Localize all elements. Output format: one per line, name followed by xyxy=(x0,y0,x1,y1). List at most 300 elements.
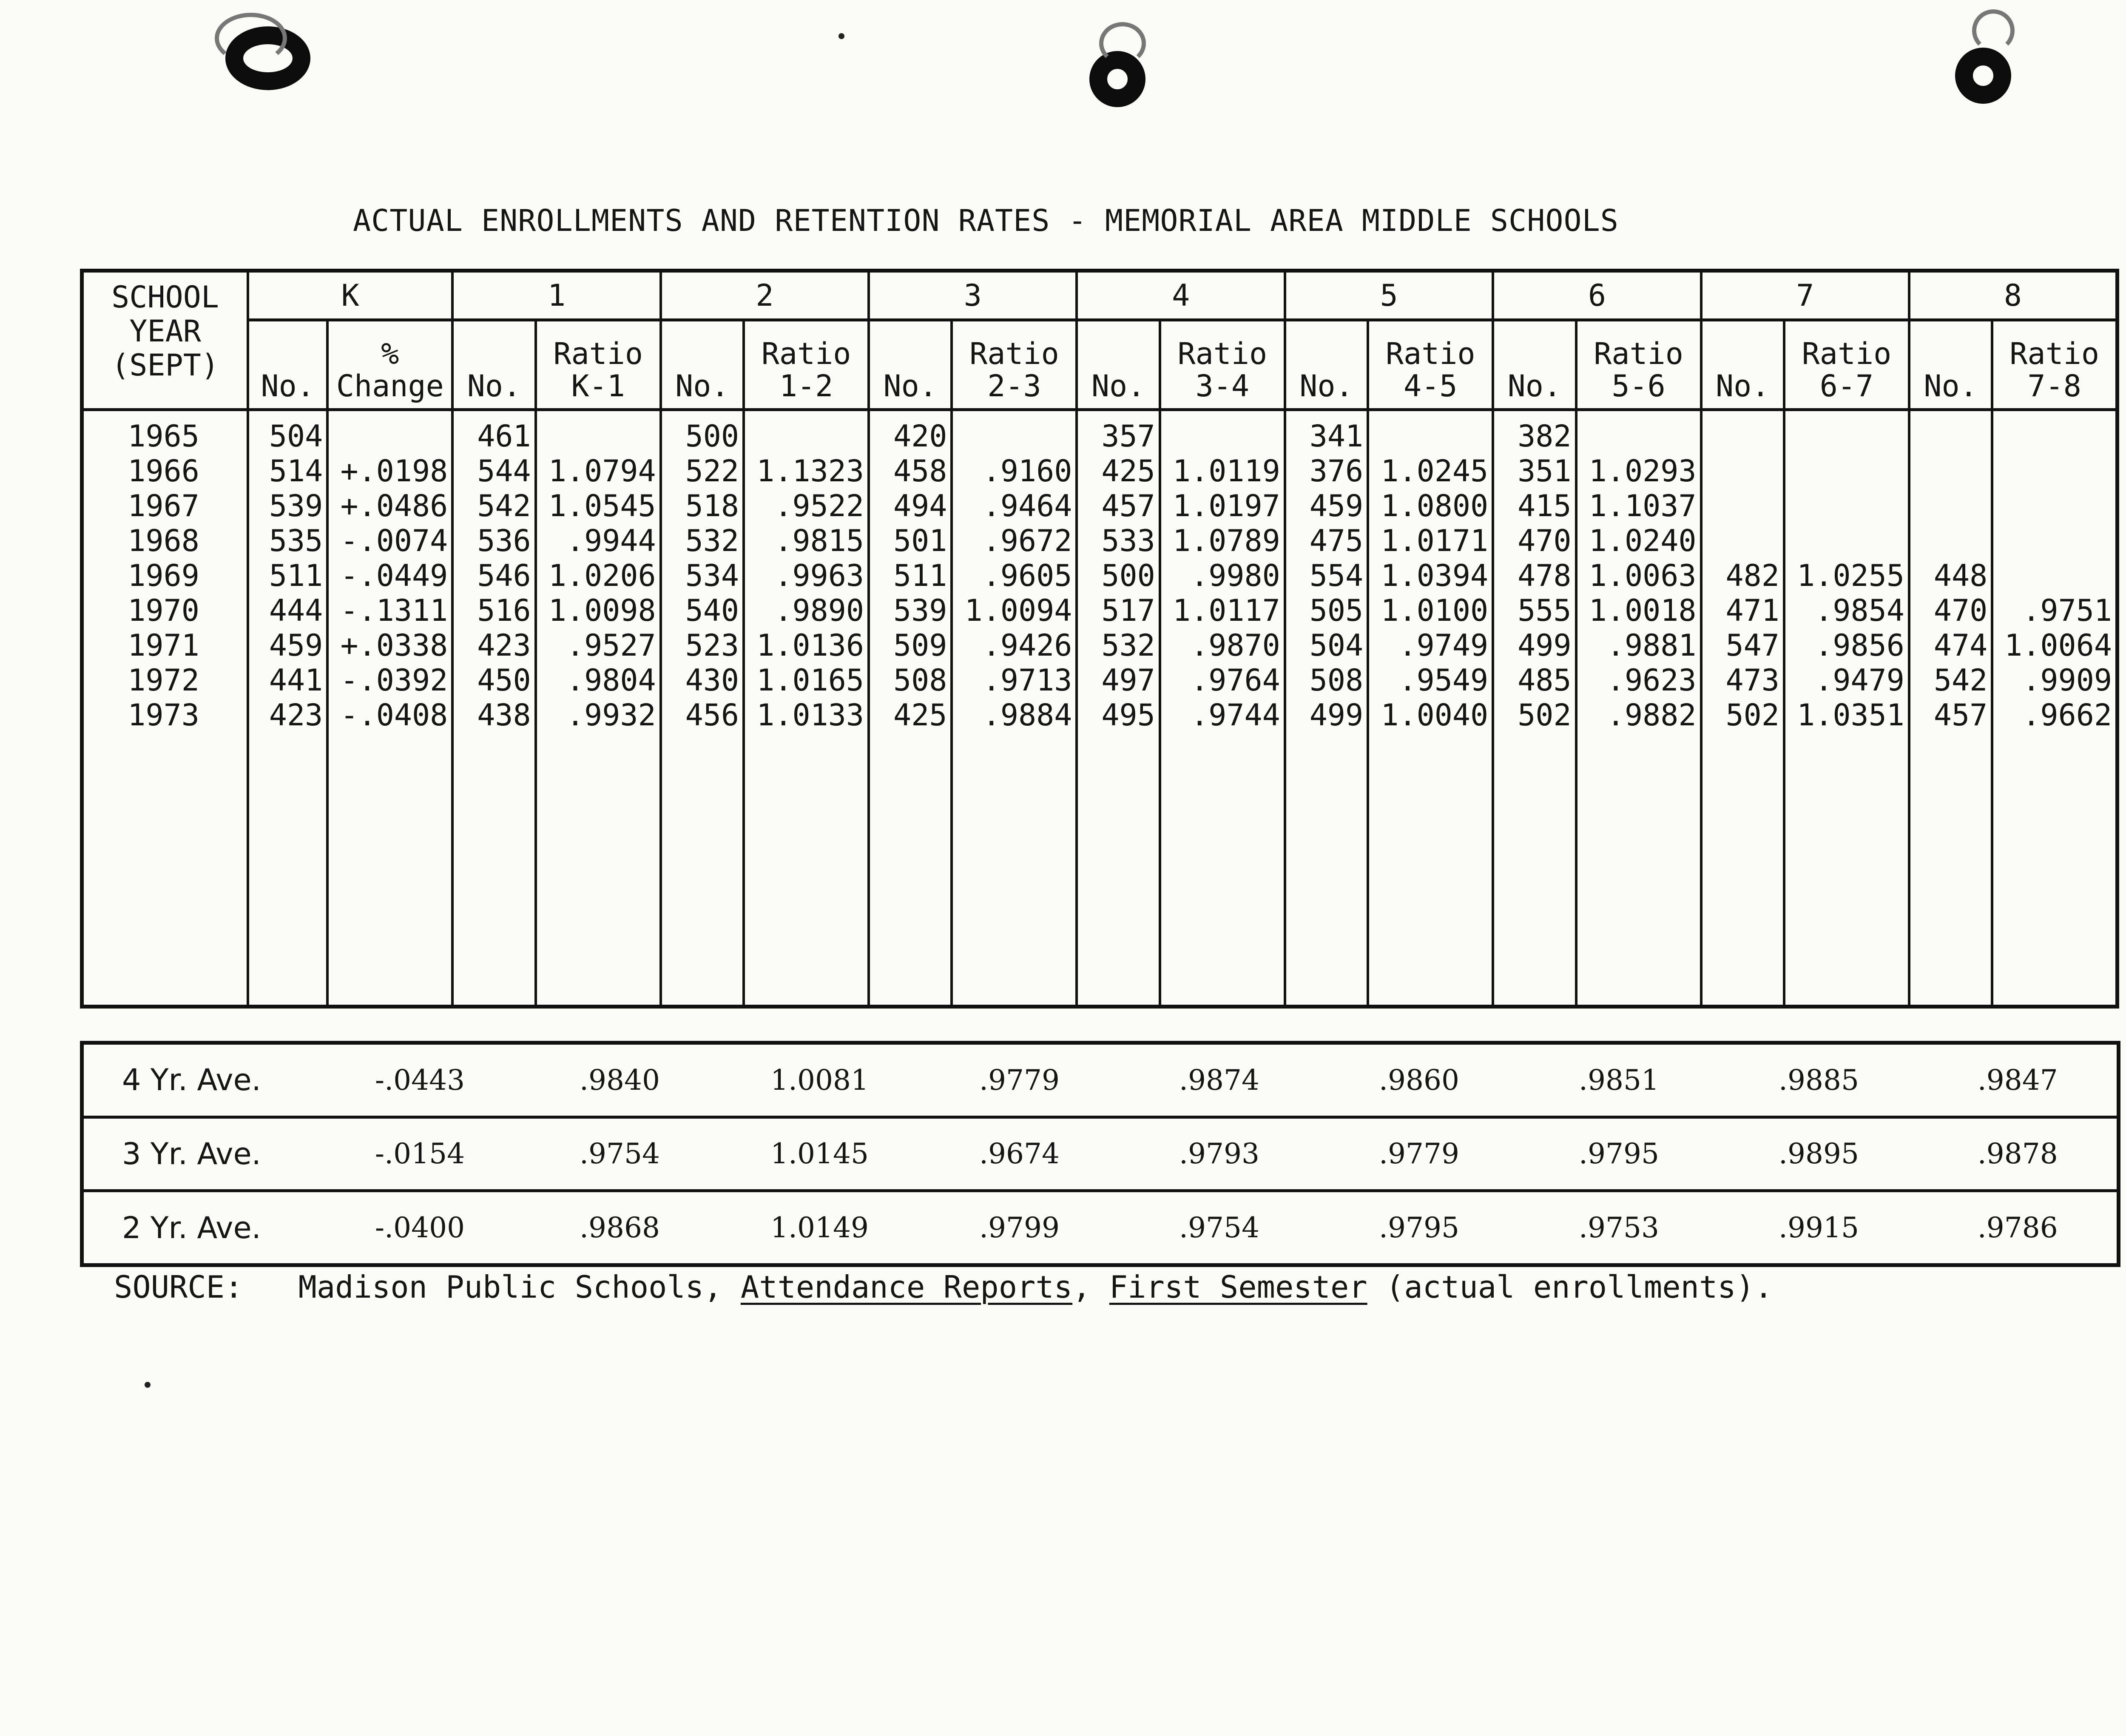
table-cell: .9764 xyxy=(1160,663,1285,698)
blank-cell xyxy=(452,733,535,1007)
table-cell: 441 xyxy=(248,663,327,698)
grade-header-5: 5 xyxy=(1285,271,1493,320)
no-header: No. xyxy=(869,320,952,410)
table-cell: 1.0171 xyxy=(1368,523,1493,558)
table-cell: 508 xyxy=(1285,663,1368,698)
table-cell: 1.1323 xyxy=(744,454,869,489)
table-cell: 1.0117 xyxy=(1160,593,1285,628)
table-cell xyxy=(1909,489,1992,523)
table-cell: .9870 xyxy=(1160,628,1285,663)
table-cell: .9963 xyxy=(744,558,869,593)
no-header: No. xyxy=(661,320,744,410)
grade-header-7: 7 xyxy=(1701,271,1909,320)
average-value: .9868 xyxy=(520,1191,720,1265)
table-cell: 459 xyxy=(248,628,327,663)
table-cell: 1.0018 xyxy=(1576,593,1701,628)
average-value: .9786 xyxy=(1919,1191,2119,1265)
table-cell: 470 xyxy=(1493,523,1576,558)
table-cell: 502 xyxy=(1701,698,1784,733)
table-cell: 1.0794 xyxy=(536,454,661,489)
table-cell: .9672 xyxy=(952,523,1077,558)
ratio-range: 1-2 xyxy=(779,369,833,403)
averages-table xyxy=(80,1041,2120,1267)
enrollment-table xyxy=(80,269,2119,1009)
table-cell: .9749 xyxy=(1368,628,1493,663)
table-cell: 505 xyxy=(1285,593,1368,628)
table-cell: 514 xyxy=(248,454,327,489)
table-cell: 423 xyxy=(452,628,535,663)
table-row xyxy=(82,698,2117,733)
average-value: .9795 xyxy=(1519,1117,1719,1191)
blank-cell xyxy=(952,733,1077,1007)
table-cell: 494 xyxy=(869,489,952,523)
table-cell: 544 xyxy=(452,454,535,489)
table-cell: .9713 xyxy=(952,663,1077,698)
table-cell: 500 xyxy=(661,410,744,454)
ratio-label: Ratio xyxy=(553,336,643,371)
table-cell: 458 xyxy=(869,454,952,489)
table-cell: 456 xyxy=(661,698,744,733)
binder-hole-right xyxy=(1955,48,2011,104)
table-cell xyxy=(1368,410,1493,454)
ratio-label: Ratio xyxy=(1177,336,1268,371)
table-cell: 1.0064 xyxy=(1992,628,2117,663)
average-value: .9895 xyxy=(1719,1117,1919,1191)
table-cell: 482 xyxy=(1701,558,1784,593)
table-cell: 554 xyxy=(1285,558,1368,593)
ratio-range: 4-5 xyxy=(1403,369,1458,403)
table-cell: 420 xyxy=(869,410,952,454)
blank-cell xyxy=(327,733,452,1007)
table-cell: 470 xyxy=(1909,593,1992,628)
source-sep: , xyxy=(1072,1269,1091,1305)
table-cell: 518 xyxy=(661,489,744,523)
average-value: -.0400 xyxy=(320,1191,520,1265)
school-year-line: YEAR xyxy=(129,314,201,349)
table-cell: 511 xyxy=(248,558,327,593)
table-cell: 376 xyxy=(1285,454,1368,489)
blank-cell xyxy=(1285,733,1368,1007)
blank-cell xyxy=(869,733,952,1007)
table-cell: 1.0098 xyxy=(536,593,661,628)
table-cell: .9890 xyxy=(744,593,869,628)
table-cell: 415 xyxy=(1493,489,1576,523)
table-cell: 511 xyxy=(869,558,952,593)
no-header: No. xyxy=(1909,320,1992,410)
table-row xyxy=(82,663,2117,698)
table-cell: 471 xyxy=(1701,593,1784,628)
table-cell xyxy=(1160,410,1285,454)
average-value: .9793 xyxy=(1120,1117,1319,1191)
table-row xyxy=(82,410,2117,454)
table-cell: .9527 xyxy=(536,628,661,663)
table-cell: 535 xyxy=(248,523,327,558)
blank-cell xyxy=(744,733,869,1007)
table-cell: 509 xyxy=(869,628,952,663)
average-value: 1.0149 xyxy=(720,1191,920,1265)
table-cell: 450 xyxy=(452,663,535,698)
table-cell: .9549 xyxy=(1368,663,1493,698)
table-row xyxy=(82,489,2117,523)
table-cell xyxy=(1992,558,2117,593)
table-cell: 547 xyxy=(1701,628,1784,663)
table-cell: .9426 xyxy=(952,628,1077,663)
blank-cell xyxy=(1909,733,1992,1007)
average-value: 1.0145 xyxy=(720,1117,920,1191)
table-cell: 499 xyxy=(1285,698,1368,733)
ratio-header xyxy=(744,320,869,410)
table-cell: 1.0094 xyxy=(952,593,1077,628)
table-cell: 542 xyxy=(1909,663,1992,698)
table-header xyxy=(82,271,2117,410)
table-cell xyxy=(1576,410,1701,454)
grade-header-3: 3 xyxy=(869,271,1077,320)
blank-cell xyxy=(1368,733,1493,1007)
blank-cell xyxy=(1992,733,2117,1007)
table-cell xyxy=(1784,489,1909,523)
table-cell: .9980 xyxy=(1160,558,1285,593)
table-cell: 1.0245 xyxy=(1368,454,1493,489)
table-cell: 517 xyxy=(1077,593,1160,628)
table-cell: 539 xyxy=(869,593,952,628)
average-row xyxy=(82,1043,2119,1117)
ratio-range: K-1 xyxy=(571,369,625,403)
table-cell: 1.0789 xyxy=(1160,523,1285,558)
table-cell: .9522 xyxy=(744,489,869,523)
header-sub-row xyxy=(82,320,2117,410)
table-cell xyxy=(1701,523,1784,558)
no-header: No. xyxy=(1285,320,1368,410)
no-header: No. xyxy=(1493,320,1576,410)
source-semester: First Semester xyxy=(1109,1269,1367,1305)
table-cell: 457 xyxy=(1909,698,1992,733)
average-value: .9754 xyxy=(1120,1191,1319,1265)
k-no-header: No. xyxy=(248,320,327,410)
average-row xyxy=(82,1117,2119,1191)
average-label: 4 Yr. Ave. xyxy=(82,1043,320,1117)
table-cell: 438 xyxy=(452,698,535,733)
table-cell: -.0074 xyxy=(327,523,452,558)
table-cell xyxy=(327,410,452,454)
table-cell: +.0198 xyxy=(327,454,452,489)
table-cell: 502 xyxy=(1493,698,1576,733)
grade-header-2: 2 xyxy=(661,271,869,320)
ratio-label: Ratio xyxy=(969,336,1059,371)
blank-cell xyxy=(248,733,327,1007)
table-cell: 555 xyxy=(1493,593,1576,628)
table-cell xyxy=(1909,410,1992,454)
table-cell: 425 xyxy=(869,698,952,733)
table-cell: 474 xyxy=(1909,628,1992,663)
table-cell: 1.0040 xyxy=(1368,698,1493,733)
ratio-header xyxy=(1160,320,1285,410)
table-cell: 532 xyxy=(661,523,744,558)
table-cell: 1.0351 xyxy=(1784,698,1909,733)
table-cell: 501 xyxy=(869,523,952,558)
source-org: Madison Public Schools, xyxy=(298,1269,722,1305)
table-cell: 1.0293 xyxy=(1576,454,1701,489)
grade-header-6: 6 xyxy=(1493,271,1701,320)
table-cell: 500 xyxy=(1077,558,1160,593)
table-cell xyxy=(1784,523,1909,558)
table-cell: +.0486 xyxy=(327,489,452,523)
row-year: 1967 xyxy=(82,489,248,523)
table-row xyxy=(82,558,2117,593)
table-cell: 475 xyxy=(1285,523,1368,558)
table-cell: .9605 xyxy=(952,558,1077,593)
average-value: 1.0081 xyxy=(720,1043,920,1117)
binder-hole-ring-center xyxy=(1099,22,1146,65)
average-value: -.0154 xyxy=(320,1117,520,1191)
average-value: .9878 xyxy=(1919,1117,2119,1191)
blank-cell xyxy=(82,733,248,1007)
table-cell: .9623 xyxy=(1576,663,1701,698)
table-cell: 504 xyxy=(1285,628,1368,663)
table-cell: .9909 xyxy=(1992,663,2117,698)
table-cell: 539 xyxy=(248,489,327,523)
table-cell: 459 xyxy=(1285,489,1368,523)
table-cell: .9881 xyxy=(1576,628,1701,663)
row-year: 1970 xyxy=(82,593,248,628)
ratio-range: 2-3 xyxy=(987,369,1041,403)
table-cell: 508 xyxy=(869,663,952,698)
table-cell: .9479 xyxy=(1784,663,1909,698)
ratio-label: Ratio xyxy=(1385,336,1475,371)
average-value: .9851 xyxy=(1519,1043,1719,1117)
table-cell xyxy=(1909,523,1992,558)
table-cell xyxy=(1909,454,1992,489)
average-value: .9885 xyxy=(1719,1043,1919,1117)
average-value: .9795 xyxy=(1319,1191,1519,1265)
row-year: 1973 xyxy=(82,698,248,733)
table-cell xyxy=(952,410,1077,454)
blank-cell xyxy=(1701,733,1784,1007)
table-cell: 1.0197 xyxy=(1160,489,1285,523)
blank-cell xyxy=(536,733,661,1007)
k-pct-change-header: % Change xyxy=(327,320,452,410)
average-label: 2 Yr. Ave. xyxy=(82,1191,320,1265)
table-cell: 534 xyxy=(661,558,744,593)
row-year: 1971 xyxy=(82,628,248,663)
table-cell: 516 xyxy=(452,593,535,628)
table-row xyxy=(82,454,2117,489)
grade-header-4: 4 xyxy=(1077,271,1285,320)
school-year-header xyxy=(82,271,248,410)
source-suffix: (actual enrollments). xyxy=(1386,1269,1773,1305)
average-value: -.0443 xyxy=(320,1043,520,1117)
grade-header-k: K xyxy=(248,271,452,320)
binder-hole-ring-right xyxy=(1972,9,2015,52)
table-cell: 382 xyxy=(1493,410,1576,454)
table-cell: -.1311 xyxy=(327,593,452,628)
table-cell: .9854 xyxy=(1784,593,1909,628)
table-cell: -.0408 xyxy=(327,698,452,733)
table-cell: 499 xyxy=(1493,628,1576,663)
table-cell: .9815 xyxy=(744,523,869,558)
average-label: 3 Yr. Ave. xyxy=(82,1117,320,1191)
school-year-line: SCHOOL xyxy=(111,280,219,315)
ratio-range: 3-4 xyxy=(1195,369,1250,403)
table-cell xyxy=(1992,523,2117,558)
average-value: .9753 xyxy=(1519,1191,1719,1265)
average-value: .9779 xyxy=(1319,1117,1519,1191)
table-cell: 1.0800 xyxy=(1368,489,1493,523)
average-value: .9754 xyxy=(520,1117,720,1191)
table-row xyxy=(82,628,2117,663)
table-cell: 351 xyxy=(1493,454,1576,489)
ratio-header xyxy=(536,320,661,410)
row-year: 1972 xyxy=(82,663,248,698)
blank-cell xyxy=(661,733,744,1007)
table-cell: 444 xyxy=(248,593,327,628)
table-cell xyxy=(1992,410,2117,454)
table-cell: +.0338 xyxy=(327,628,452,663)
average-value: .9874 xyxy=(1120,1043,1319,1117)
table-cell xyxy=(1992,454,2117,489)
table-cell xyxy=(744,410,869,454)
table-cell: 497 xyxy=(1077,663,1160,698)
binder-hole-ring-left xyxy=(215,13,287,64)
ratio-range: 5-6 xyxy=(1612,369,1666,403)
row-year: 1969 xyxy=(82,558,248,593)
table-cell xyxy=(1701,410,1784,454)
ratio-header xyxy=(1784,320,1909,410)
table-cell: .9882 xyxy=(1576,698,1701,733)
table-cell: 1.0136 xyxy=(744,628,869,663)
row-year: 1965 xyxy=(82,410,248,454)
table-cell: 504 xyxy=(248,410,327,454)
table-row xyxy=(82,593,2117,628)
table-cell: 546 xyxy=(452,558,535,593)
table-cell: 532 xyxy=(1077,628,1160,663)
table-cell: .9160 xyxy=(952,454,1077,489)
ratio-range: 7-8 xyxy=(2027,369,2081,403)
table-cell: 540 xyxy=(661,593,744,628)
scan-speck xyxy=(145,1382,151,1388)
average-value: .9779 xyxy=(920,1043,1120,1117)
table-cell: 457 xyxy=(1077,489,1160,523)
table-cell: 1.0255 xyxy=(1784,558,1909,593)
table-cell: 448 xyxy=(1909,558,1992,593)
table-cell xyxy=(1701,489,1784,523)
page-title: ACTUAL ENROLLMENTS AND RETENTION RATES - MEMORIAL AREA MIDDLE SCHOOLS xyxy=(353,203,1619,238)
row-year: 1966 xyxy=(82,454,248,489)
table-cell: 1.0063 xyxy=(1576,558,1701,593)
ratio-label: Ratio xyxy=(2009,336,2099,371)
scan-speck xyxy=(838,33,844,39)
table-cell: 1.0394 xyxy=(1368,558,1493,593)
ratio-header xyxy=(1576,320,1701,410)
table-cell: .9662 xyxy=(1992,698,2117,733)
ratio-header xyxy=(1992,320,2117,410)
table-cell: .9464 xyxy=(952,489,1077,523)
no-header: No. xyxy=(1701,320,1784,410)
table-cell: .9804 xyxy=(536,663,661,698)
table-cell: 1.0133 xyxy=(744,698,869,733)
table-cell: .9744 xyxy=(1160,698,1285,733)
table-cell: 1.0545 xyxy=(536,489,661,523)
table-cell: .9856 xyxy=(1784,628,1909,663)
grade-header-1: 1 xyxy=(452,271,660,320)
table-blank-row xyxy=(82,733,2117,1007)
table-cell: 533 xyxy=(1077,523,1160,558)
table-cell: 430 xyxy=(661,663,744,698)
table-cell: 1.0240 xyxy=(1576,523,1701,558)
blank-cell xyxy=(1160,733,1285,1007)
table-cell: 341 xyxy=(1285,410,1368,454)
table-cell: -.0392 xyxy=(327,663,452,698)
table-cell xyxy=(1992,489,2117,523)
table-cell: 478 xyxy=(1493,558,1576,593)
table-cell: 1.0165 xyxy=(744,663,869,698)
table-body xyxy=(82,410,2117,1007)
table-cell: 357 xyxy=(1077,410,1160,454)
grade-header-8: 8 xyxy=(1909,271,2117,320)
table-cell: 485 xyxy=(1493,663,1576,698)
average-value: .9674 xyxy=(920,1117,1120,1191)
table-cell: .9944 xyxy=(536,523,661,558)
average-value: .9915 xyxy=(1719,1191,1919,1265)
table-cell: 1.1037 xyxy=(1576,489,1701,523)
source-report: Attendance Reports xyxy=(740,1269,1073,1305)
table-row xyxy=(82,523,2117,558)
ratio-label: Ratio xyxy=(1594,336,1683,371)
ratio-header xyxy=(952,320,1077,410)
table-cell: 1.0119 xyxy=(1160,454,1285,489)
table-cell xyxy=(1784,410,1909,454)
no-header: No. xyxy=(452,320,535,410)
table-cell: 542 xyxy=(452,489,535,523)
table-cell: 495 xyxy=(1077,698,1160,733)
header-grade-row xyxy=(82,271,2117,320)
table-cell: 1.0100 xyxy=(1368,593,1493,628)
table-cell: 523 xyxy=(661,628,744,663)
table-cell: .9751 xyxy=(1992,593,2117,628)
row-year: 1968 xyxy=(82,523,248,558)
table-cell: 423 xyxy=(248,698,327,733)
table-cell: 425 xyxy=(1077,454,1160,489)
average-value: .9799 xyxy=(920,1191,1120,1265)
source-prefix: SOURCE: xyxy=(114,1269,243,1305)
ratio-range: 6-7 xyxy=(1819,369,1874,403)
ratio-label: Ratio xyxy=(1802,336,1892,371)
table-cell: 461 xyxy=(452,410,535,454)
average-value: .9860 xyxy=(1319,1043,1519,1117)
blank-cell xyxy=(1077,733,1160,1007)
table-cell: -.0449 xyxy=(327,558,452,593)
ratio-label: Ratio xyxy=(761,336,851,371)
table-cell: .9884 xyxy=(952,698,1077,733)
blank-cell xyxy=(1784,733,1909,1007)
blank-cell xyxy=(1576,733,1701,1007)
average-row xyxy=(82,1191,2119,1265)
school-year-line: (SEPT) xyxy=(111,348,219,383)
average-value: .9840 xyxy=(520,1043,720,1117)
table-cell: 1.0206 xyxy=(536,558,661,593)
table-cell: 536 xyxy=(452,523,535,558)
table-cell: 473 xyxy=(1701,663,1784,698)
blank-cell xyxy=(1493,733,1576,1007)
table-cell xyxy=(1784,454,1909,489)
source-note xyxy=(114,1269,1985,1305)
average-value: .9847 xyxy=(1919,1043,2119,1117)
table-cell xyxy=(1701,454,1784,489)
table-cell xyxy=(536,410,661,454)
ratio-header xyxy=(1368,320,1493,410)
no-header: No. xyxy=(1077,320,1160,410)
table-cell: 522 xyxy=(661,454,744,489)
table-cell: .9932 xyxy=(536,698,661,733)
